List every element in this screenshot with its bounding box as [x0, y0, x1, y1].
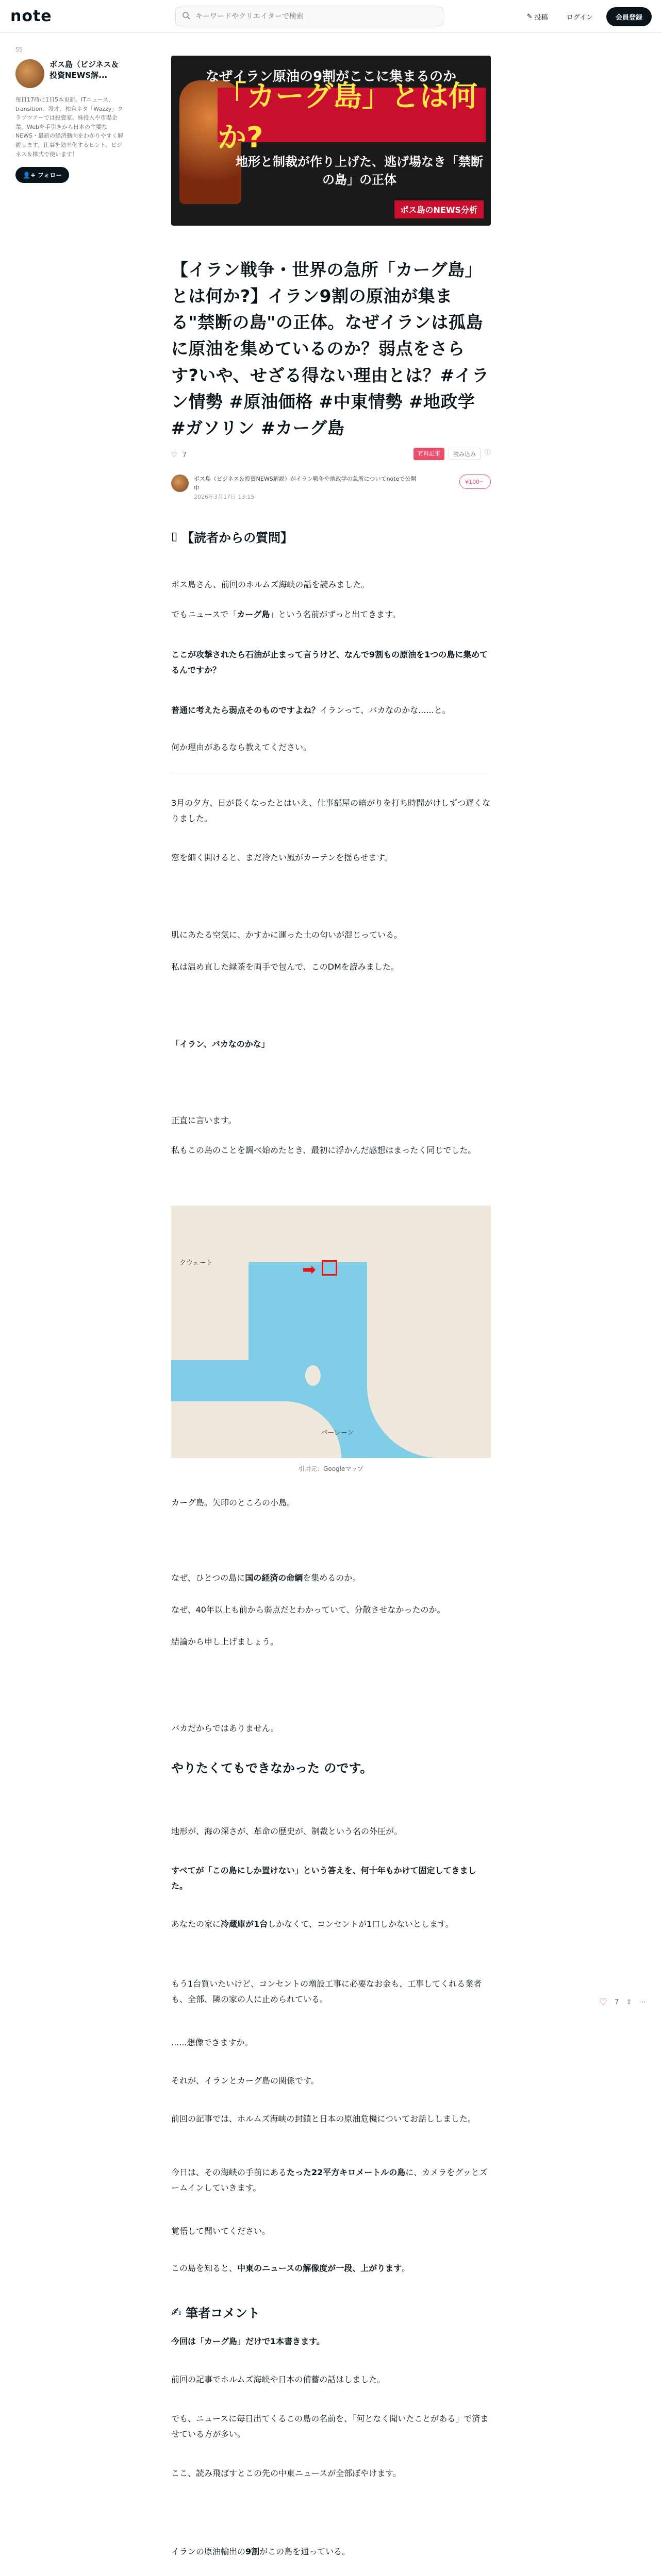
s16-post: しかなくて、コンセントが1口しかないとします。 [268, 1919, 454, 1929]
hero-tag: ポス島のNEWS分析 [394, 200, 484, 218]
s23 [171, 2261, 491, 2276]
kharg-island-marker [322, 1260, 337, 1276]
hero-band-text: 「カーグ島」とは何か? [218, 88, 486, 142]
info-icon[interactable]: ⓘ [484, 448, 491, 456]
c5-post: がこの島を通っている。 [259, 2547, 351, 2556]
s9 [171, 1570, 491, 1586]
q5: 何か理由があるなら教えてください。 [171, 742, 312, 752]
c4: ここ、読み飛ばすとこの先の中東ニュースが全部ぼやけます。 [171, 2468, 401, 2478]
land-east [367, 1206, 491, 1458]
sidebar-count: 55 [15, 46, 23, 53]
q4-post: イランって、バカなのかな......と。 [320, 705, 451, 715]
google-map-image [171, 1206, 491, 1458]
floating-actions [599, 1997, 646, 2008]
q2-pre: でもニュースで「 [171, 609, 237, 619]
follow-button[interactable] [15, 167, 69, 183]
pen-icon: ✍ [171, 2304, 182, 2319]
s16-bold: 冷蔵庫が1台 [221, 1919, 268, 1929]
s13: やりたくてもできなかった のです。 [171, 1761, 373, 1775]
c3: でも、ニュースに毎日出てくるこの島の名前を、「何となく聞いたことがある」で済ませている方が多い。 [171, 2414, 489, 2439]
s12: バカだからではありません。 [171, 1723, 279, 1733]
login-button[interactable]: ログイン [566, 14, 593, 22]
note-logo[interactable]: note [10, 7, 52, 25]
s3: 肌にあたる空気に、かすかに運った土の匂いが混じっている。 [171, 930, 403, 940]
s19: それが、イランとカーグ島の関係です。 [171, 2076, 319, 2086]
map-label-bahrain: バーレーン [321, 1429, 354, 1437]
s9-bold: 国の経済の命綱 [245, 1573, 303, 1583]
q1: ポス島さん、前回のホルムズ海峡の話を読みました。 [171, 580, 370, 589]
s23-pre: この島を知ると、 [171, 2263, 238, 2273]
map-label-kuwait: クウェート [179, 1259, 213, 1267]
s2: 窓を細く開けると、まだ冷たい風がカーテンを揺らせます。 [171, 853, 393, 862]
q3: ここが攻撃されたら石油が止まって言うけど、なんで9割もの原油を1つの島に集めてるんですか？ [171, 650, 488, 675]
s5: 「イラン、バカなのかな」 [171, 1039, 270, 1049]
article-title: 【イラン戦争・世界の急所「カーグ島」とは何か?】イラン9割の原油が集まる"禁断の島"の正体。なぜイランは孤島に原油を集めているのか？弱点をさらす?いや、せざる得ない理由とは？#イラン情勢 #原油価格 #中東情勢 #地政学 #ガソリン #カーグ島 [171, 260, 489, 438]
land-qatar [305, 1365, 321, 1386]
creator-sidebar [15, 46, 124, 183]
s9-post: を集めるのか。 [303, 1573, 361, 1583]
paid-tag: 有料記事 [413, 448, 444, 460]
square-icon: ▯ [171, 530, 178, 543]
s10: なぜ、40年以上も前から弱点だとわかっていて、分散させなかったのか。 [171, 1605, 445, 1615]
read-tag: 読み込み [449, 448, 481, 460]
s14: 地形が、海の深さが、革命の歴史が、制裁という名の外圧が。 [171, 1826, 403, 1836]
c1: 今回は「カーグ島」だけで1本書きます。 [171, 2336, 325, 2346]
q4 [171, 703, 491, 718]
s17: もう1台買いたいけど、コンセントの増設工事に必要なお金も、工事してくれる業者も、全部、隣の家の人に止められている。 [171, 1979, 482, 2004]
post-button[interactable] [522, 8, 553, 26]
site-header [0, 0, 662, 33]
buy-button[interactable]: ¥100〜 [459, 474, 491, 489]
follow-label: フォロー [38, 172, 62, 179]
s11: 結論から申し上げましょう。 [171, 1637, 279, 1647]
heart-outline-icon[interactable]: ♡ [171, 451, 177, 459]
search-input[interactable] [195, 12, 437, 21]
s9-pre: なぜ、ひとつの島に [171, 1573, 245, 1583]
q2 [171, 607, 491, 622]
more-icon[interactable]: ⋯ [639, 1998, 646, 2006]
s7: 私もこの島のことを調べ始めたとき、最初に浮かんだ感想はまったく同じでした。 [171, 1145, 476, 1155]
hero-sub-text: 地形と制裁が作り上げた、逃げ場なき「禁断の島」の正体 [236, 155, 483, 187]
like-count: 7 [182, 451, 187, 459]
land-west [171, 1206, 249, 1360]
s1: 3月の夕方、日が長くなったとはいえ、仕事部屋の暗がりを打ち時間がけしずつ遅くなりました。 [171, 798, 491, 823]
s16 [171, 1917, 491, 1932]
search-icon [182, 11, 190, 22]
s23-bold: 中東のニュースの解像度が一段、上がります [237, 2263, 402, 2273]
hero-image [171, 56, 491, 226]
s8: カーグ島。矢印のところの小島。 [171, 1498, 295, 1507]
s18: ......想像できますか。 [171, 2038, 253, 2047]
q2-bold: カーグ島 [237, 609, 270, 619]
c5-pre: イランの原油輸出の [171, 2547, 246, 2556]
author-row [171, 474, 491, 502]
author-avatar[interactable] [171, 474, 189, 492]
creator-avatar[interactable] [15, 59, 44, 88]
s21-pre: 今日は、その海峡の手前にある [171, 2167, 287, 2177]
s4: 私は温め直した緑茶を両手で包んで、このDMを読みました。 [171, 962, 399, 972]
creator-name[interactable]: ポス島（ビジネス＆投資NEWS解... [49, 60, 119, 80]
signup-button[interactable]: 会員登録 [606, 7, 652, 26]
arrow-right-icon: ➡ [302, 1260, 316, 1279]
reader-question-heading [171, 528, 491, 546]
c2: 前回の記事でホルムズ海峡や日本の備蓄の話はしました。 [171, 2375, 386, 2384]
s21-bold: たった22平方キロメートルの島 [287, 2167, 406, 2177]
search-bar[interactable] [175, 7, 443, 26]
author-text[interactable]: ポス島（ビジネス＆投資NEWS解説）がイラン戦争や地政学の急所についてnoteで公開中 [194, 475, 417, 492]
s22: 覚悟して聞いてください。 [171, 2226, 271, 2236]
post-label: 投稿 [534, 14, 548, 22]
land-south [171, 1401, 341, 1458]
pencil-icon: ✎ [526, 13, 533, 21]
share-icon[interactable]: ⇪ [626, 1998, 632, 2006]
map-caption: 引用元：Googleマップ [299, 1465, 363, 1472]
s16-pre: あなたの家に [171, 1919, 221, 1929]
publish-date: 2026年3月17日 13:15 [194, 494, 255, 501]
float-like-count: 7 [615, 1998, 619, 2006]
q2-post: 」という名前がずっと出てきます。 [270, 609, 401, 619]
c5 [171, 2544, 491, 2560]
article-main [171, 56, 491, 502]
s21-post: に、カメラをグッとズームインしていきます。 [171, 2167, 488, 2193]
s23-post: 。 [402, 2263, 410, 2273]
c5-bold: 9割 [245, 2547, 260, 2556]
s20: 前回の記事では、ホルムズ海峡の封鎖と日本の原油危機についてお話ししました。 [171, 2114, 476, 2124]
author-comment-heading [171, 2303, 491, 2321]
heart-icon[interactable]: ♡ [599, 1997, 608, 2008]
s6: 正直に言います。 [171, 1115, 237, 1125]
reader-question-title: 【読者からの質問】 [181, 531, 293, 545]
q4-bold: 普通に考えたら弱点そのものですよね？ [171, 705, 320, 715]
creator-bio: 毎日17時に1日5本更新。ITニュース、transition、漫才、独自ネタ「Wazzy」クラブツアーでは投資家、株投入や市場企業。Webを手引きから日本の主要なNEWS・最新の経済動向をわかりやすく解説します。仕事を効率化するヒント、ビジネス＆株式で使います！ [15, 96, 124, 158]
s21 [171, 2165, 491, 2195]
person-add-icon: 👤+ [23, 171, 36, 179]
hero-top-text: なぜイラン原油の9割がここに集まるのか [205, 69, 457, 84]
s15: すべてが「この島にしか置けない」という答えを、何十年もかけて固定してきました。 [171, 1866, 476, 1891]
author-comment-title: 筆者コメント [186, 2306, 260, 2320]
